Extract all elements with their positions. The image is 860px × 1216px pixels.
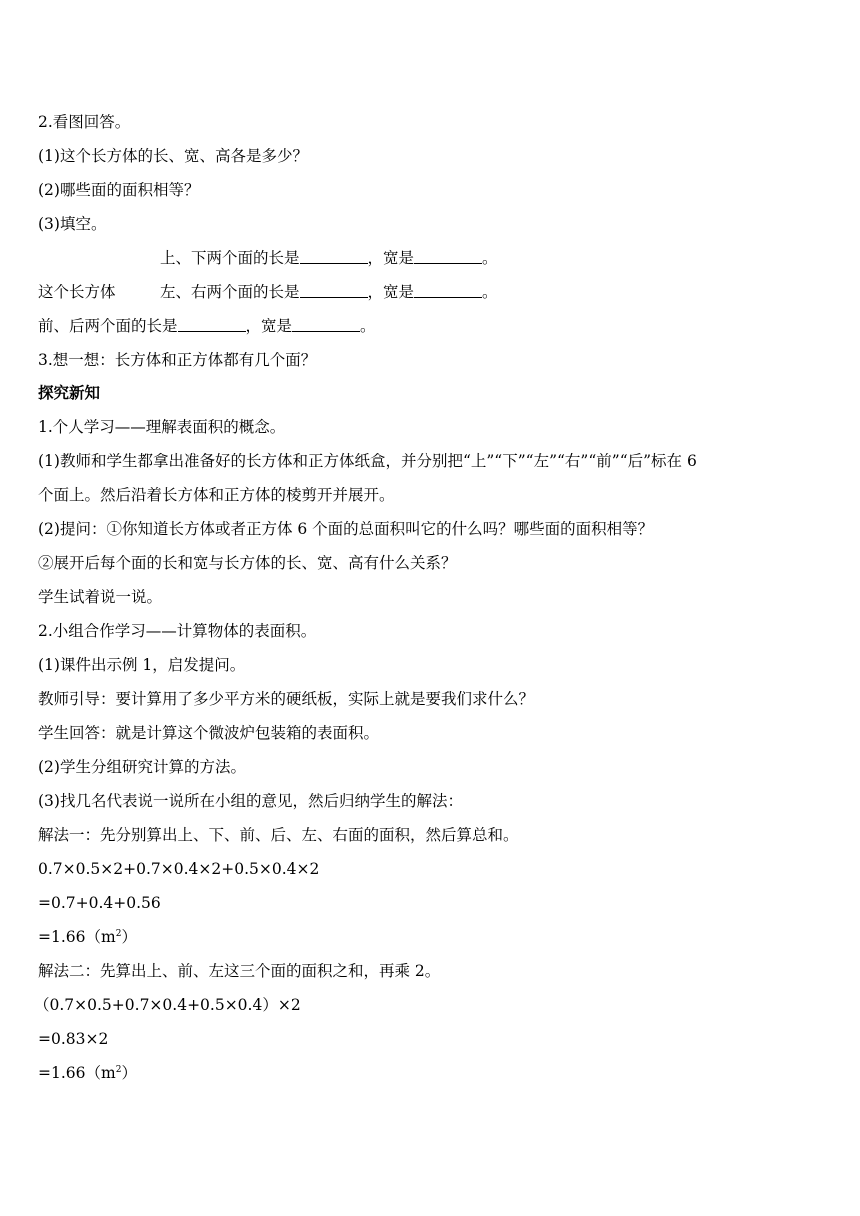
paragraph: (1)教师和学生都拿出准备好的长方体和正方体纸盒，并分别把“上”“下”“左”“右”“前”“后”标在 6	[38, 452, 697, 470]
fill-text: ，宽是	[367, 249, 415, 267]
paragraph: 个面上。然后沿着长方体和正方体的棱剪开并展开。	[38, 486, 395, 504]
blank-line	[300, 282, 368, 298]
fill-line-top-bottom	[160, 248, 498, 268]
fill-text: 。	[482, 249, 498, 267]
paragraph: ②展开后每个面的长和宽与长方体的长、宽、高有什么关系？	[38, 554, 457, 572]
fill-text: 左、右两个面的长是	[160, 283, 300, 301]
formula-text: ）	[121, 928, 137, 946]
paragraph: (2)提问：①你知道长方体或者正方体 6 个面的总面积叫它的什么吗？哪些面的面积相等？	[38, 520, 654, 538]
question-2-2: (2)哪些面的面积相等？	[38, 181, 200, 199]
fill-line-prefix: 这个长方体	[38, 283, 116, 301]
paragraph: 1.个人学习——理解表面积的概念。	[38, 418, 286, 436]
paragraph: (3)找几名代表说一说所在小组的意见，然后归纳学生的解法：	[38, 792, 463, 810]
formula-line: =0.83×2	[38, 1030, 109, 1048]
blank-line	[178, 316, 246, 332]
formula-line	[38, 1063, 137, 1083]
question-3: 3.想一想：长方体和正方体都有几个面？	[38, 351, 317, 369]
fill-text: 上、下两个面的长是	[160, 249, 300, 267]
question-2-heading: 2.看图回答。	[38, 113, 131, 131]
formula-line: =0.7+0.4+0.56	[38, 894, 161, 912]
paragraph: (1)课件出示例 1，启发提问。	[38, 656, 246, 674]
fill-text: 。	[360, 317, 376, 335]
paragraph: 教师引导：要计算用了多少平方米的硬纸板，实际上就是要我们求什么？	[38, 690, 535, 708]
fill-text: 前、后两个面的长是	[38, 317, 178, 335]
formula-text: ）	[121, 1064, 137, 1082]
formula-text: =1.66（m	[38, 928, 116, 946]
fill-line-front-back	[38, 316, 376, 336]
section-heading: 探究新知	[38, 384, 101, 402]
fill-text: 。	[482, 283, 498, 301]
paragraph: 解法一：先分别算出上、下、前、后、左、右面的面积，然后算总和。	[38, 826, 519, 844]
blank-line	[414, 248, 482, 264]
paragraph: 解法二：先算出上、前、左这三个面的面积之和，再乘 2。	[38, 962, 441, 980]
formula-line	[38, 927, 137, 947]
paragraph: 学生回答：就是计算这个微波炉包装箱的表面积。	[38, 724, 380, 742]
formula-text: =1.66（m	[38, 1064, 116, 1082]
fill-text: ，宽是	[367, 283, 415, 301]
superscript: 2	[115, 1065, 122, 1075]
paragraph: (2)学生分组研究计算的方法。	[38, 758, 246, 776]
blank-line	[414, 282, 482, 298]
paragraph: 学生试着说一说。	[38, 588, 163, 606]
blank-line	[292, 316, 360, 332]
formula-line: （0.7×0.5+0.7×0.4+0.5×0.4）×2	[34, 996, 301, 1014]
superscript: 2	[115, 929, 122, 939]
paragraph: 2.小组合作学习——计算物体的表面积。	[38, 622, 317, 640]
fill-text: ，宽是	[245, 317, 293, 335]
question-2-1: (1)这个长方体的长、宽、高各是多少？	[38, 147, 308, 165]
blank-line	[300, 248, 368, 264]
question-2-3: (3)填空。	[38, 215, 107, 233]
fill-line-left-right	[160, 282, 498, 302]
formula-line: 0.7×0.5×2+0.7×0.4×2+0.5×0.4×2	[38, 860, 320, 878]
